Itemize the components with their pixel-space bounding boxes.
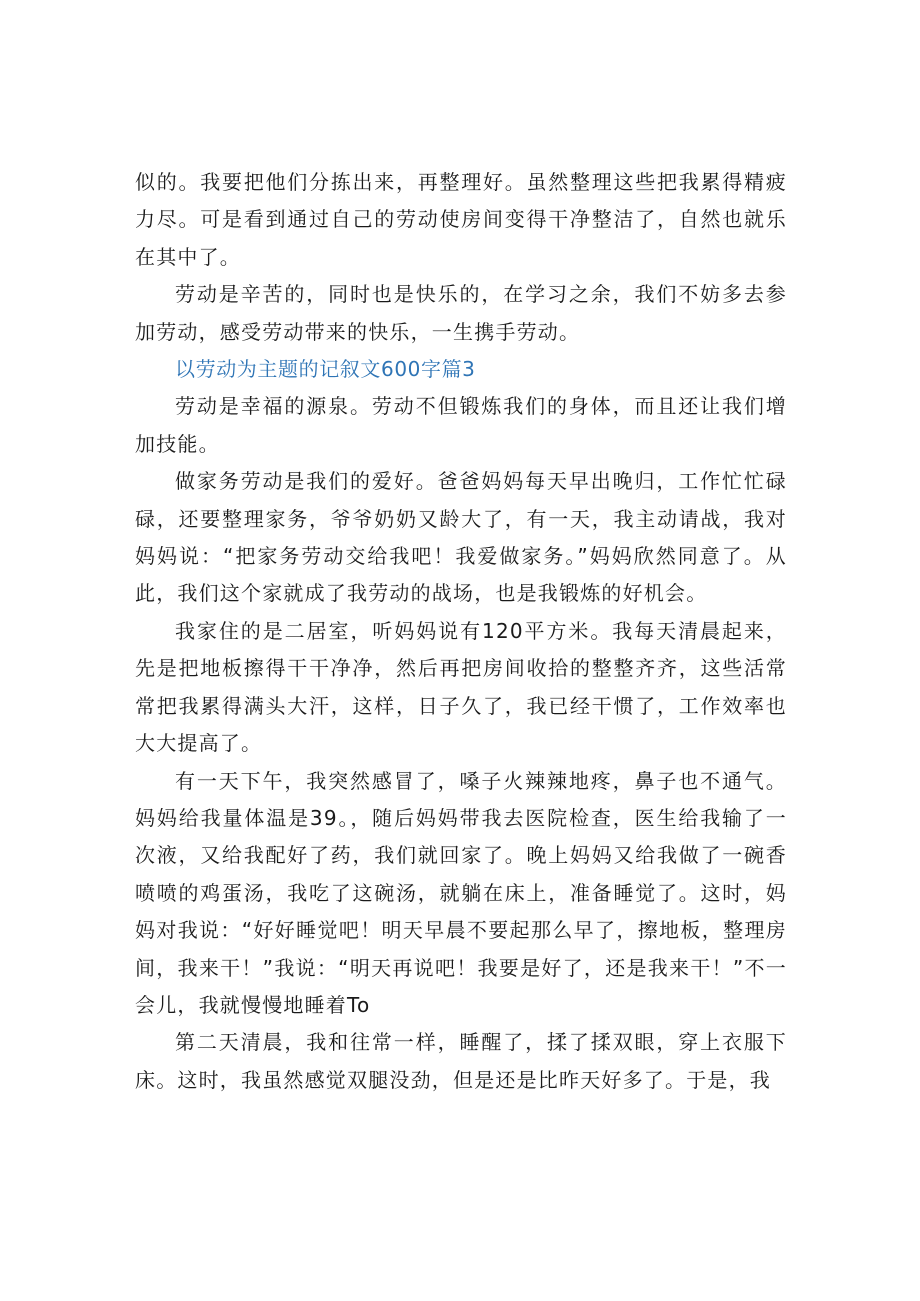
paragraph: 我家住的是二居室，听妈妈说有120平方米。我每天清晨起来，先是把地板擦得干干净净，然后再把房间收拾的整整齐齐，这些活常常把我累得满头大汗，这样，日子久了，我已经干惯了，工作效率也大大提高了。	[135, 618, 787, 756]
section-heading: 以劳动为主题的记叙文600字篇3	[175, 357, 476, 382]
paragraph: 劳动是辛苦的，同时也是快乐的，在学习之余，我们不妨多去参加劳动，感受劳动带来的快乐，一生携手劳动。	[135, 282, 787, 344]
document-body	[135, 164, 787, 1099]
paragraph-continued: 似的。我要把他们分拣出来，再整理好。虽然整理这些把我累得精疲力尽。可是看到通过自己的劳动使房间变得干净整洁了，自然也就乐在其中了。	[135, 170, 787, 269]
paragraph: 做家务劳动是我们的爱好。爸爸妈妈每天早出晚归，工作忙忙碌碌，还要整理家务，爷爷奶奶又龄大了，有一天，我主动请战，我对妈妈说：“把家务劳动交给我吧！我爱做家务。”妈妈欣然同意了。从此，我们这个家就成了我劳动的战场，也是我锻炼的好机会。	[135, 469, 787, 606]
paragraph: 第二天清晨，我和往常一样，睡醒了，揉了揉双眼，穿上衣服下床。这时，我虽然感觉双腿没劲，但是还是比昨天好多了。于是，我	[135, 1030, 787, 1092]
paragraph: 劳动是幸福的源泉。劳动不但锻炼我们的身体，而且还让我们增加技能。	[135, 394, 787, 456]
paragraph: 有一天下午，我突然感冒了，嗓子火辣辣地疼，鼻子也不通气。妈妈给我量体温是39。，随后妈妈带我去医院检查，医生给我输了一次液，又给我配好了药，我们就回家了。晚上妈妈又给我做了一碗香喷喷的鸡蛋汤，我吃了这碗汤，就躺在床上，准备睡觉了。这时，妈妈对我说：“好好睡觉吧！明天早晨不要起那么早了，擦地板，整理房间，我来干！”我说：“明天再说吧！我要是好了，还是我来干！”不一会儿，我就慢慢地睡着To	[135, 768, 787, 1017]
